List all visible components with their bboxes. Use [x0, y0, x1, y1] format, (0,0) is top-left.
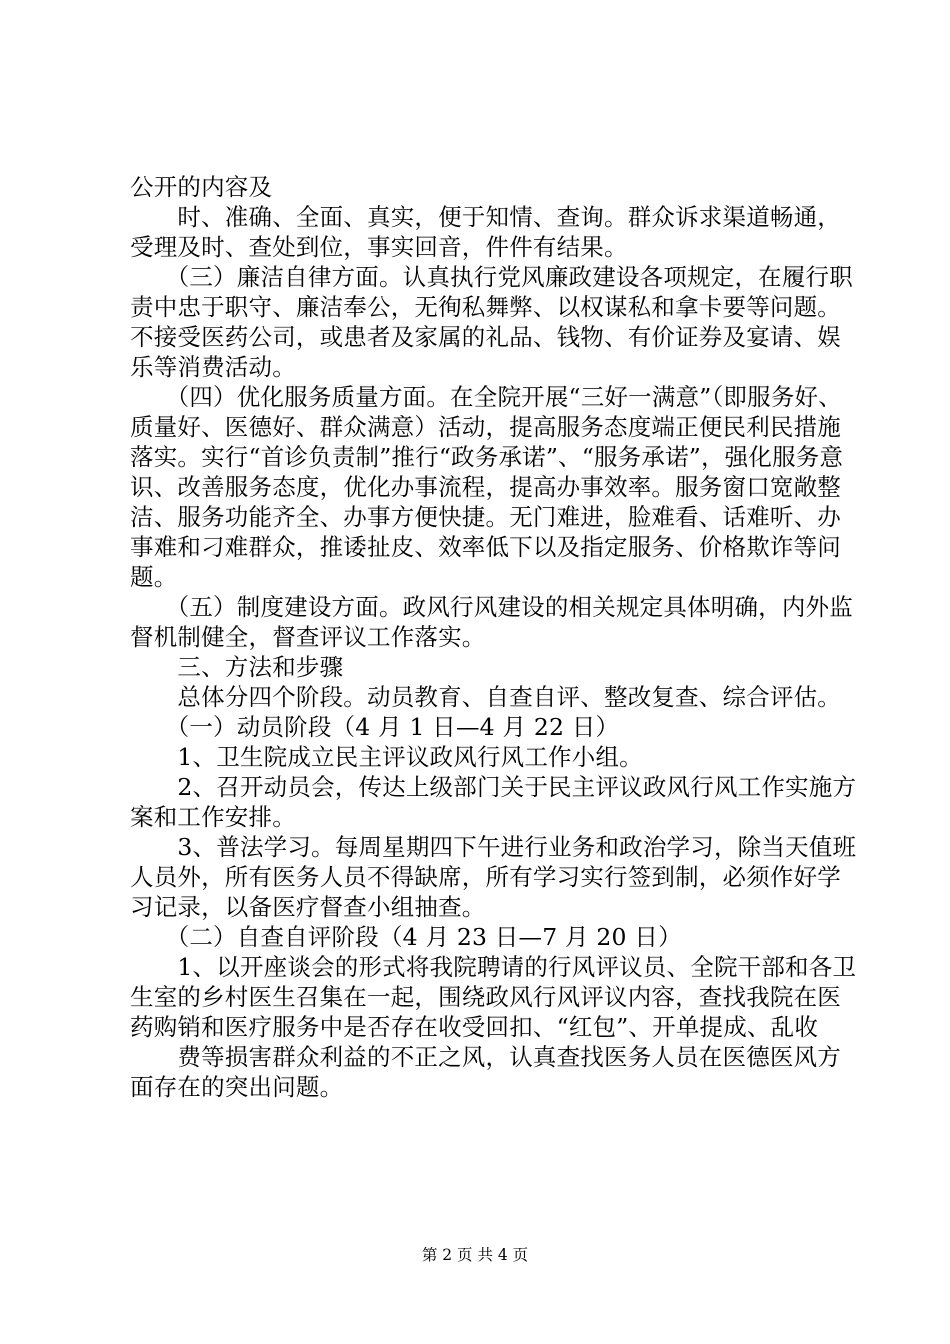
paragraph: （四）优化服务质量方面。在全院开展“三好一满意”（即服务好、质量好、医德好、群众满意）活动，提高服务态度端正便民利民措施落实。实行“首诊负责制”推行“政务承诺”、“服务承诺”，强化服务意识、改善服务态度，优化办事流程，提高办事效率。服务窗口宽敞整洁、服务功能齐全、办事方便快捷。无门难进，脸难看、话难听、办事难和刁难群众，推诿扯皮、效率低下以及指定服务、价格欺诈等问题。 [130, 383, 844, 591]
paragraph: 费等损害群众利益的不正之风，认真查找医务人员在医德医风方面存在的突出问题。 [130, 1043, 841, 1101]
list-item: 2、召开动员会，传达上级部门关于民主评议政风行风工作实施方案和工作安排。 [130, 773, 857, 831]
paragraph: （三）廉洁自律方面。认真执行党风廉政建设各项规定，在履行职责中忠于职守、廉洁奉公，无徇私舞弊、以权谋私和拿卡要等问题。不接受医药公司，或患者及家属的礼品、钱物、有价证券及宴请、娱乐等消费活动。 [130, 263, 853, 381]
list-item: 1、以开座谈会的形式将我院聘请的行风评议员、全院干部和各卫生室的乡村医生召集在一起，围绕政风行风评议内容，查找我院在医药购销和医疗服务中是否存在收受回扣、“红包”、开单提成、乱收 [130, 953, 857, 1041]
page-footer: 第 2 页 共 4 页 [421, 1246, 529, 1264]
paragraph: 公开的内容及 [130, 173, 273, 201]
subsection-heading: （二）自查自评阶段（4 月 23 日—7 月 20 日） [130, 923, 682, 951]
subsection-heading: （一）动员阶段（4 月 1 日—4 月 22 日） [130, 713, 620, 741]
paragraph: 时、准确、全面、真实，便于知情、查询。群众诉求渠道畅通，受理及时、查处到位，事实回音，件件有结果。 [130, 203, 841, 261]
document-body [130, 172, 860, 1102]
list-item: 3、普法学习。每周星期四下午进行业务和政治学习，除当天值班人员外，所有医务人员不得缺席，所有学习实行签到制，必须作好学习记录，以备医疗督查小组抽查。 [130, 833, 857, 921]
paragraph: 总体分四个阶段。动员教育、自查自评、整改复查、综合评估。 [130, 683, 841, 711]
list-item: 1、卫生院成立民主评议政风行风工作小组。 [130, 743, 643, 771]
paragraph: （五）制度建设方面。政风行风建设的相关规定具体明确，内外监督机制健全，督查评议工作落实。 [130, 593, 853, 651]
section-heading: 三、方法和步骤 [130, 653, 344, 681]
